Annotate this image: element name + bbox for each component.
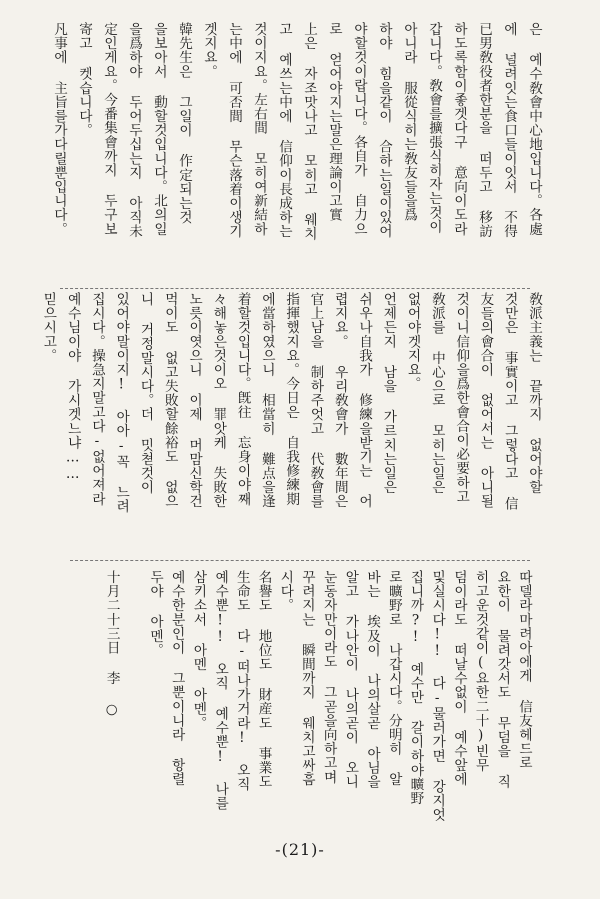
text-column: 따델라마려아에게 信友헤드로 bbox=[516, 570, 532, 770]
text-column: 로曠野로 나갑시다。分明히 알 bbox=[385, 570, 402, 787]
text-column: 집시다。操急지말고다-없어져라 bbox=[88, 292, 105, 506]
page-number: -(21)- bbox=[275, 840, 325, 859]
text-section-bottom bbox=[96, 570, 530, 835]
text-column: 있어야말이지! 아아-꼭 느려 bbox=[113, 292, 130, 514]
text-column: 야할것이랍니다。各自가 自力으 bbox=[351, 22, 367, 236]
section-divider-bottom bbox=[70, 560, 530, 561]
text-column: 十月二十三日 李 ○ bbox=[103, 570, 120, 719]
text-column: 바는 埃及이 나의살곧 아님을 bbox=[364, 570, 381, 789]
text-column: 눈동자만이라도 그곧을向하고며 bbox=[320, 570, 337, 784]
text-column: 쉬우나自我가 修練을받기는 어 bbox=[356, 292, 373, 509]
text-column: 을보아서 動할것입니다。北의일 bbox=[151, 22, 167, 236]
text-column: 에 널려잇는食口들이잇서 不得 bbox=[501, 22, 517, 239]
text-column: 寄고 켓습니다。 bbox=[76, 22, 92, 138]
text-column: 갑니다。敎會를擴張식히자는것이 bbox=[426, 22, 442, 234]
text-column: 예수님이야 가시겟느냐…… bbox=[64, 292, 81, 483]
text-column: 定인게요。今番集會까지 두구보 bbox=[101, 22, 117, 236]
text-column: 官上남을 制하주엇고 代敎會를 bbox=[307, 292, 324, 509]
text-column: 凡事에 主旨를가다릴뿐입니다。 bbox=[51, 22, 67, 236]
text-column: 두야 아멘。 bbox=[147, 570, 164, 657]
text-column: 指揮했지요。今日은 自我修練期 bbox=[283, 292, 300, 506]
text-column: 것이지요。左右間 모히여新結하 bbox=[251, 22, 267, 236]
text-column: 로 얻어야지는말은理論이고實 bbox=[326, 22, 342, 222]
section-divider-top bbox=[60, 288, 530, 289]
text-column: 하도록함이좋겟다구 意向이도라 bbox=[451, 22, 467, 236]
text-column: 삼키소서 아멘 아멘。 bbox=[190, 570, 207, 730]
text-column: 友들의會合이 없어서는 아니될 bbox=[477, 292, 494, 509]
text-column: 고 예쓰는中에 信仰이長成하는 bbox=[276, 22, 292, 239]
text-column: 에當하였으니 相當히 難点을逢 bbox=[258, 292, 275, 509]
text-column: 上은 자조맛나고 모히고 웨치 bbox=[301, 22, 317, 241]
text-column: 已男敎役者한분을 떠두고 移訪 bbox=[476, 22, 492, 239]
text-column: 믿으시고。 bbox=[40, 292, 57, 363]
text-column: 및실시다!! 다-물러가면 강지엇 bbox=[429, 570, 446, 822]
text-column: 는中에 可否間 무슨落着이생기 bbox=[226, 22, 242, 239]
text-column: 은 예수敎會中心地입니다。各處 bbox=[526, 22, 542, 236]
text-column: 집니까?! 예수만 갈이하야曠野 bbox=[407, 570, 424, 806]
text-column: 요한이 물려갓서도 무덤을 직 bbox=[494, 570, 511, 789]
text-column bbox=[118, 570, 140, 835]
text-column: 着할것입니다。旣往 忘身이야째 bbox=[234, 292, 251, 506]
text-column: 을爲하야 두어두십는지 아직未 bbox=[126, 22, 142, 239]
text-column: 生命도 다-떠나가거라! 오직 bbox=[233, 570, 250, 792]
text-column: 니 거정말시다。더 밋쳗것이 bbox=[137, 292, 154, 495]
text-column: 없어야겟지요。 bbox=[404, 292, 421, 391]
text-column: 名譽도 地位도 財産도 事業도 bbox=[255, 570, 272, 789]
text-column: 것만은 事實이고 그렇다고 信 bbox=[501, 292, 518, 511]
text-column: 겟지요。 bbox=[201, 22, 217, 79]
text-column: 敎派를 中心으로 모히는일은 bbox=[428, 292, 445, 495]
text-column: 예수뿐!! 오직 예수뿐! 나를 bbox=[212, 570, 229, 810]
text-section-top bbox=[40, 22, 540, 284]
text-column: 언제든지 남을 가르치는일은 bbox=[380, 292, 397, 495]
text-column: 알고 가나안이 나의곧이 오니 bbox=[342, 570, 359, 789]
text-column: 것이니信仰을爲한會合이必要하고 bbox=[453, 292, 470, 504]
text-column: 韓先生은 그일이 作定되는것 bbox=[176, 22, 192, 225]
text-column: 꾸려지는 瞬間까지 웨치고싸흠 bbox=[298, 570, 315, 787]
text-column: 하야 힘을같이 合하는일이있어 bbox=[376, 22, 392, 239]
text-column: 노릇이엿으니 이제 머맘신학건 bbox=[186, 292, 203, 509]
text-column: 々해놓은것이오 罪앗케 失敗한 bbox=[210, 292, 227, 509]
text-column: 아니라 服從식히는敎友들을爲 bbox=[401, 22, 417, 222]
text-section-middle bbox=[30, 292, 540, 544]
text-column: 敎派主義는 끝까지 없어야할 bbox=[526, 292, 542, 495]
text-column: 히고운것같이(요한二十)빈무 bbox=[472, 570, 489, 773]
text-column: 시다。 bbox=[277, 570, 294, 613]
text-column: 덤이라도 떠날수없이 예수앞에 bbox=[450, 570, 467, 787]
text-column: 예수한분인이 그뿐이니라 항렬 bbox=[168, 570, 185, 787]
text-column: 렵지요。 우리敎會가 數年間은 bbox=[331, 292, 348, 509]
text-column: 먹이도 없고失敗할餘裕도 없으 bbox=[161, 292, 178, 509]
